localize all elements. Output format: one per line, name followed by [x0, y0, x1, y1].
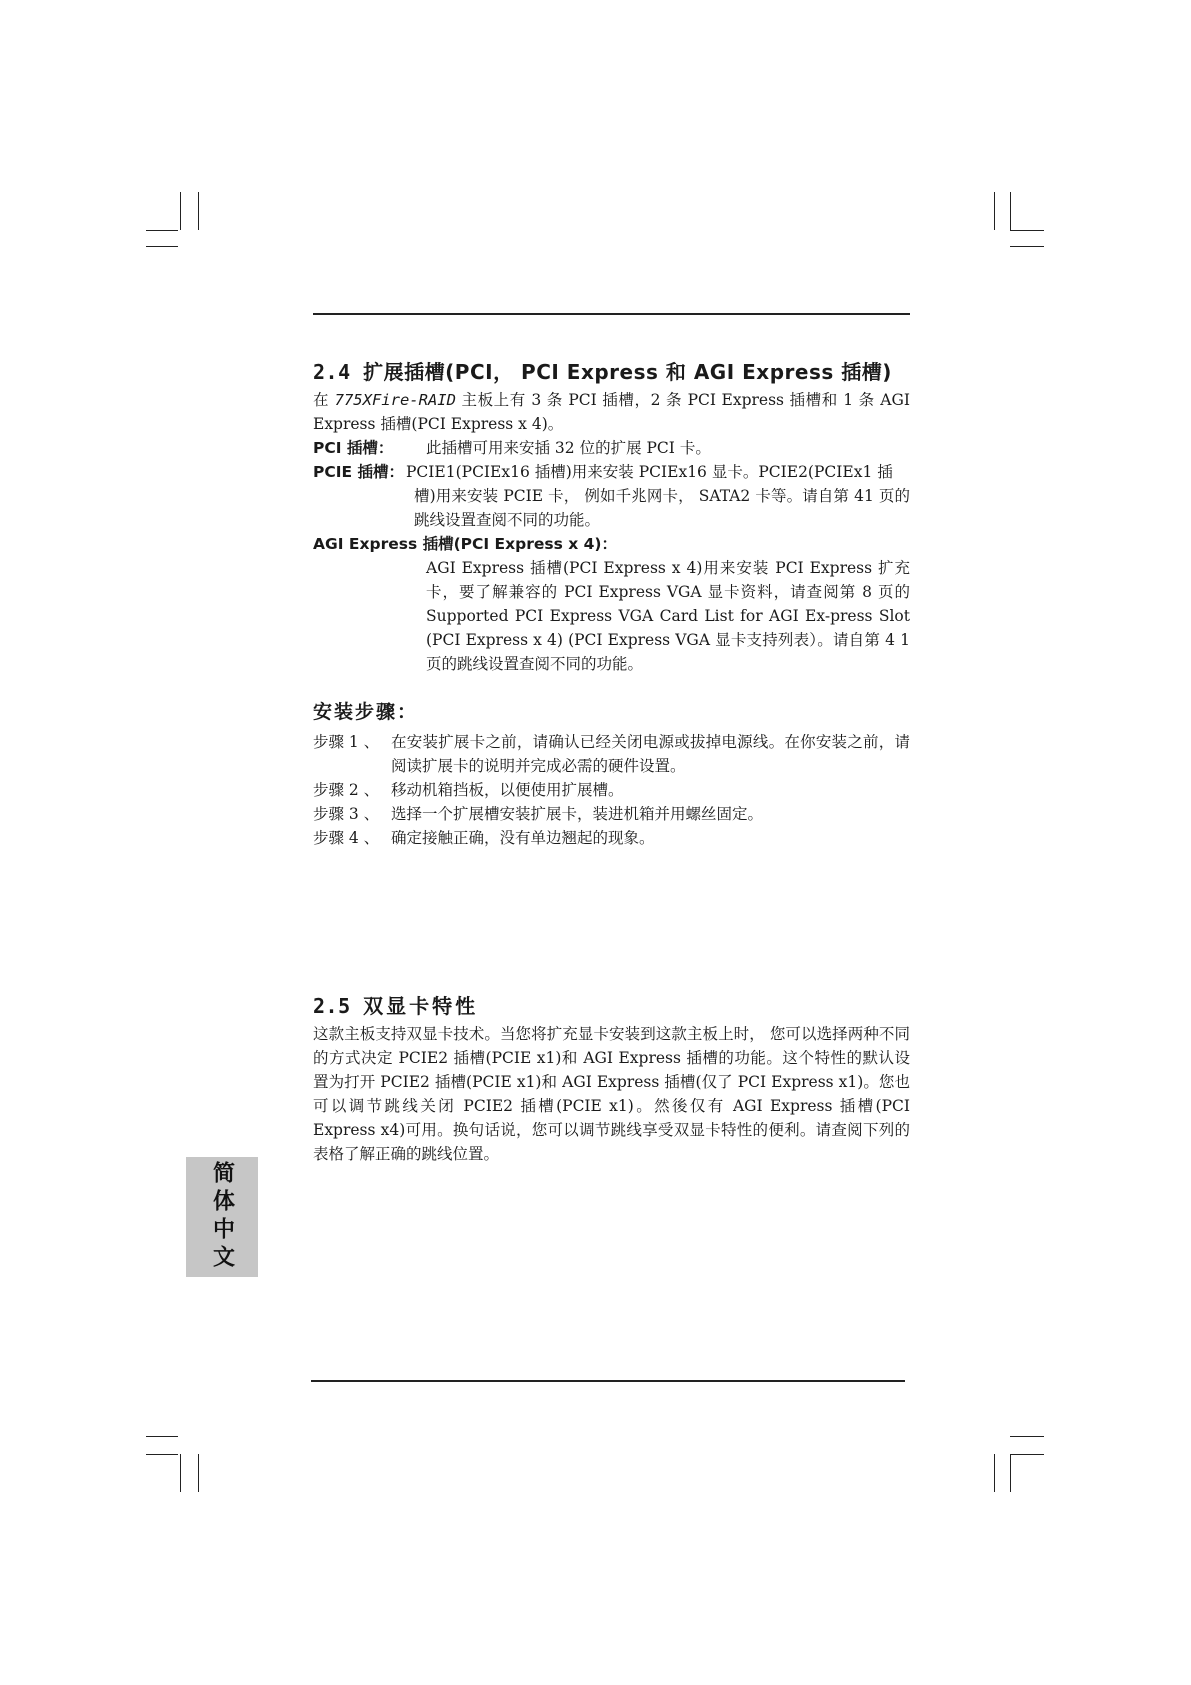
section-2-4 — [313, 360, 910, 850]
step-text: 在安装扩展卡之前，请确认已经关闭电源或拔掉电源线。在你安装之前，请阅读扩展卡的说明并完成必需的硬件设置。 — [391, 733, 910, 775]
pcie-slot-text-rest: 槽)用来安装 PCIE 卡， 例如千兆网卡， SATA2 卡等。请自第 41 页的跳线设置查阅不同的功能。 — [414, 487, 910, 529]
step-label: 步骤 4 、 — [313, 829, 380, 847]
header-rule — [313, 313, 910, 315]
install-step — [313, 778, 910, 802]
step-label: 步骤 3 、 — [313, 805, 380, 823]
crop-mark — [146, 1454, 178, 1455]
crop-mark — [1010, 1454, 1044, 1455]
crop-mark — [994, 192, 995, 230]
crop-mark — [198, 192, 199, 230]
language-tab — [186, 1157, 258, 1277]
crop-mark — [198, 1454, 199, 1492]
step-text: 移动机箱挡板，以便使用扩展槽。 — [391, 781, 624, 799]
section-title-text: 扩展插槽(PCI， PCI Express 和 AGI Express 插槽) — [363, 360, 892, 384]
install-step — [313, 802, 910, 826]
crop-mark — [146, 230, 178, 231]
dual-vga-paragraph: 这款主板支持双显卡技术。当您将扩充显卡安装到这款主板上时， 您可以选择两种不同的方式决定 PCIE2 插槽(PCIE x1)和 AGI Express 插槽的功能。这个特性的默认设置为打开 PCIE2 插槽(PCIE x1)和 AGI Express 插槽(仅了 PCI Express x1)。您也可以调节跳线关闭 PCIE2 插槽(PCIE x1)。然後仅有 AGI Express 插槽(PCI Express x4)可用。换句话说，您可以调节跳线享受双显卡特性的便利。请查阅下列的表格了解正确的跳线位置。 — [313, 1025, 910, 1163]
section-number: 2.5 — [313, 994, 351, 1018]
pcie-slot-label: PCIE 插槽： — [313, 463, 404, 481]
crop-mark — [146, 246, 178, 247]
section-2-5 — [313, 994, 910, 1166]
step-label: 步骤 2 、 — [313, 781, 380, 799]
pci-slot-label: PCI 插槽： — [313, 439, 394, 457]
crop-mark — [1010, 192, 1011, 230]
intro-pre: 在 — [313, 391, 335, 409]
crop-mark — [994, 1454, 995, 1492]
crop-mark — [1010, 1454, 1011, 1492]
agi-slot-text: AGI Express 插槽(PCI Express x 4)用来安装 PCI Express 扩充卡，要了解兼容的 PCI Express VGA 显卡资料，请查阅第 8 页的 Supported PCI Express VGA Card List for AGI Ex-press Slot (PCI Express x 4) (PCI Express VGA 显卡支持列表）。请自第 4 1 页的跳线设置查阅不同的功能。 — [426, 559, 910, 673]
footer-rule — [311, 1380, 905, 1382]
crop-mark — [146, 1436, 178, 1437]
pci-slot-text: 此插槽可用来安插 32 位的扩展 PCI 卡。 — [426, 439, 711, 457]
model-name: 775XFire-RAID — [334, 391, 456, 409]
agi-slot-label: AGI Express 插槽(PCI Express x 4)： — [313, 535, 617, 553]
step-text: 选择一个扩展槽安装扩展卡，装进机箱并用螺丝固定。 — [391, 805, 764, 823]
intro-post: 主板上有 3 条 PCI 插槽，2 条 PCI Express 插槽和 1 条 AGI Express 插槽(PCI Express x 4)。 — [313, 391, 910, 433]
section-title — [313, 360, 910, 384]
install-step — [313, 826, 910, 850]
agi-slot-entry — [313, 532, 910, 676]
section-title — [313, 994, 910, 1018]
pcie-slot-text-first: PCIE1(PCIEx16 插槽)用来安装 PCIEx16 显卡。PCIE2(PCIEx1 插 — [406, 463, 893, 481]
step-label: 步骤 1 、 — [313, 733, 380, 751]
install-heading: 安装步骤： — [313, 701, 419, 723]
crop-mark — [1010, 230, 1044, 231]
install-step — [313, 730, 910, 778]
crop-mark — [180, 1454, 181, 1492]
install-steps — [313, 730, 910, 850]
section-number: 2.4 — [313, 360, 351, 384]
intro-paragraph — [313, 388, 910, 436]
crop-mark — [1010, 1436, 1044, 1437]
crop-mark — [1010, 246, 1044, 247]
pci-slot-entry — [313, 436, 910, 460]
crop-mark — [180, 192, 181, 230]
pcie-slot-entry — [313, 460, 910, 532]
language-tab-label: 简体中文 — [209, 1161, 235, 1273]
section-title-text: 双显卡特性 — [363, 994, 479, 1018]
step-text: 确定接触正确，没有单边翘起的现象。 — [391, 829, 655, 847]
